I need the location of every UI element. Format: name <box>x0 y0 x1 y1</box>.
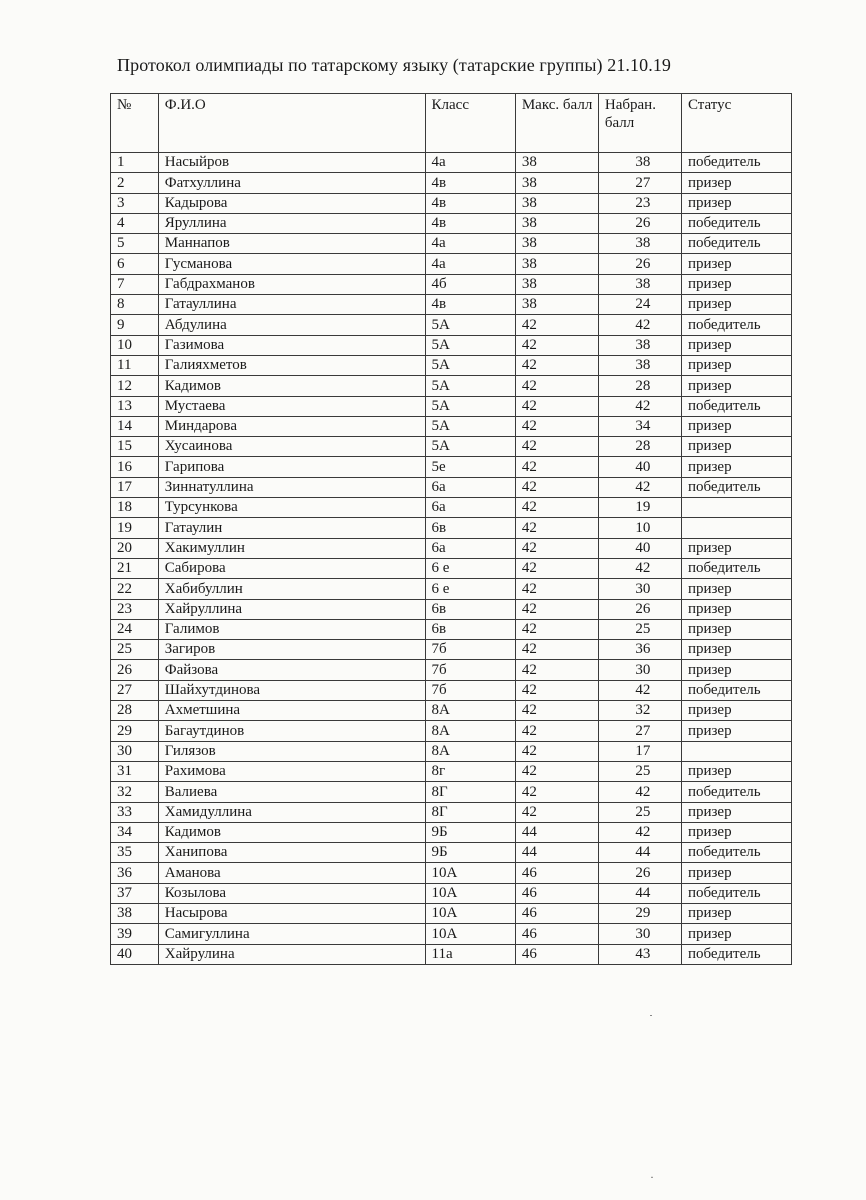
table-row <box>111 782 792 802</box>
row-full-name: Зиннатуллина <box>158 477 425 497</box>
table-row <box>111 355 792 375</box>
row-max-score: 42 <box>515 315 598 335</box>
table-row <box>111 335 792 355</box>
row-class: 9Б <box>425 822 515 842</box>
row-full-name: Ахметшина <box>158 701 425 721</box>
row-full-name: Файзова <box>158 660 425 680</box>
row-full-name: Гилязов <box>158 741 425 761</box>
row-score: 42 <box>598 822 681 842</box>
table-row <box>111 802 792 822</box>
row-full-name: Насыйров <box>158 153 425 173</box>
page-title: Протокол олимпиады по татарскому языку (татарские группы) 21.10.19 <box>117 55 672 75</box>
table-row <box>111 741 792 761</box>
row-class: 5А <box>425 437 515 457</box>
row-score: 25 <box>598 802 681 822</box>
table-row <box>111 883 792 903</box>
table-row <box>111 376 792 396</box>
row-class: 8г <box>425 761 515 781</box>
row-status: призер <box>681 761 791 781</box>
row-number: 15 <box>111 437 159 457</box>
row-score: 42 <box>598 477 681 497</box>
row-score: 30 <box>598 579 681 599</box>
row-score: 38 <box>598 234 681 254</box>
row-class: 6 е <box>425 558 515 578</box>
row-status: призер <box>681 579 791 599</box>
row-score: 30 <box>598 924 681 944</box>
row-number: 18 <box>111 498 159 518</box>
row-full-name: Фатхуллина <box>158 173 425 193</box>
table-row <box>111 538 792 558</box>
row-max-score: 46 <box>515 863 598 883</box>
table-row <box>111 295 792 315</box>
row-class: 4в <box>425 193 515 213</box>
table-row <box>111 619 792 639</box>
row-max-score: 38 <box>515 213 598 233</box>
row-max-score: 42 <box>515 782 598 802</box>
row-class: 6в <box>425 518 515 538</box>
row-full-name: Хайрулина <box>158 944 425 964</box>
header-max-score: Макс. балл <box>515 94 598 153</box>
header-full-name: Ф.И.О <box>158 94 425 153</box>
row-score: 26 <box>598 254 681 274</box>
row-status: победитель <box>681 680 791 700</box>
row-class: 8А <box>425 721 515 741</box>
row-status: победитель <box>681 944 791 964</box>
row-class: 6а <box>425 538 515 558</box>
row-max-score: 42 <box>515 761 598 781</box>
row-score: 26 <box>598 863 681 883</box>
row-status: призер <box>681 903 791 923</box>
table-row <box>111 234 792 254</box>
row-score: 28 <box>598 376 681 396</box>
row-score: 42 <box>598 558 681 578</box>
row-status: призер <box>681 619 791 639</box>
row-class: 8А <box>425 741 515 761</box>
header-status: Статус <box>681 94 791 153</box>
row-max-score: 42 <box>515 640 598 660</box>
row-number: 1 <box>111 153 159 173</box>
row-max-score: 44 <box>515 822 598 842</box>
row-class: 4а <box>425 254 515 274</box>
row-max-score: 42 <box>515 802 598 822</box>
row-full-name: Газимова <box>158 335 425 355</box>
row-full-name: Самигуллина <box>158 924 425 944</box>
row-status <box>681 498 791 518</box>
row-score: 36 <box>598 640 681 660</box>
row-max-score: 42 <box>515 579 598 599</box>
row-max-score: 46 <box>515 924 598 944</box>
table-row <box>111 640 792 660</box>
row-class: 5А <box>425 315 515 335</box>
row-score: 24 <box>598 295 681 315</box>
row-score: 42 <box>598 315 681 335</box>
row-max-score: 42 <box>515 457 598 477</box>
row-max-score: 42 <box>515 701 598 721</box>
row-status: призер <box>681 701 791 721</box>
row-full-name: Насырова <box>158 903 425 923</box>
row-max-score: 42 <box>515 741 598 761</box>
row-number: 4 <box>111 213 159 233</box>
table-row <box>111 498 792 518</box>
row-class: 9Б <box>425 843 515 863</box>
row-full-name: Кадимов <box>158 376 425 396</box>
row-full-name: Хамидуллина <box>158 802 425 822</box>
row-number: 37 <box>111 883 159 903</box>
row-number: 38 <box>111 903 159 923</box>
row-max-score: 42 <box>515 376 598 396</box>
row-score: 23 <box>598 193 681 213</box>
row-number: 32 <box>111 782 159 802</box>
row-max-score: 38 <box>515 234 598 254</box>
row-status: призер <box>681 660 791 680</box>
row-score: 17 <box>598 741 681 761</box>
table-row <box>111 396 792 416</box>
row-score: 43 <box>598 944 681 964</box>
table-row <box>111 599 792 619</box>
row-class: 7б <box>425 660 515 680</box>
row-score: 38 <box>598 355 681 375</box>
table-row <box>111 173 792 193</box>
row-status: победитель <box>681 843 791 863</box>
row-number: 8 <box>111 295 159 315</box>
row-full-name: Кадырова <box>158 193 425 213</box>
row-status: призер <box>681 173 791 193</box>
row-class: 4в <box>425 173 515 193</box>
row-score: 38 <box>598 335 681 355</box>
row-full-name: Сабирова <box>158 558 425 578</box>
row-max-score: 38 <box>515 193 598 213</box>
row-status: победитель <box>681 153 791 173</box>
results-table <box>110 93 792 965</box>
row-status: призер <box>681 802 791 822</box>
row-number: 10 <box>111 335 159 355</box>
row-number: 23 <box>111 599 159 619</box>
row-status <box>681 741 791 761</box>
row-full-name: Яруллина <box>158 213 425 233</box>
row-max-score: 42 <box>515 599 598 619</box>
row-score: 25 <box>598 761 681 781</box>
row-full-name: Аманова <box>158 863 425 883</box>
row-class: 6а <box>425 477 515 497</box>
row-status: победитель <box>681 782 791 802</box>
row-score: 32 <box>598 701 681 721</box>
row-full-name: Маннапов <box>158 234 425 254</box>
row-status: призер <box>681 538 791 558</box>
row-status: призер <box>681 416 791 436</box>
row-score: 26 <box>598 599 681 619</box>
row-status: победитель <box>681 477 791 497</box>
scan-speck <box>650 1015 652 1016</box>
row-number: 39 <box>111 924 159 944</box>
row-class: 4в <box>425 213 515 233</box>
table-body <box>111 153 792 965</box>
row-number: 22 <box>111 579 159 599</box>
row-class: 6 е <box>425 579 515 599</box>
row-status: победитель <box>681 234 791 254</box>
row-class: 7б <box>425 680 515 700</box>
row-class: 5А <box>425 376 515 396</box>
row-max-score: 46 <box>515 903 598 923</box>
table-row <box>111 822 792 842</box>
row-score: 42 <box>598 396 681 416</box>
table-row <box>111 944 792 964</box>
row-class: 6в <box>425 599 515 619</box>
table-row <box>111 903 792 923</box>
row-full-name: Хусаинова <box>158 437 425 457</box>
row-full-name: Ханипова <box>158 843 425 863</box>
table-row <box>111 437 792 457</box>
row-number: 35 <box>111 843 159 863</box>
row-max-score: 42 <box>515 477 598 497</box>
row-max-score: 38 <box>515 173 598 193</box>
table-row <box>111 274 792 294</box>
row-class: 4в <box>425 295 515 315</box>
table-row <box>111 863 792 883</box>
row-status: победитель <box>681 396 791 416</box>
row-full-name: Галимов <box>158 619 425 639</box>
table-row <box>111 721 792 741</box>
row-score: 38 <box>598 274 681 294</box>
row-number: 36 <box>111 863 159 883</box>
row-status: призер <box>681 193 791 213</box>
row-score: 34 <box>598 416 681 436</box>
table-row <box>111 579 792 599</box>
row-status: призер <box>681 822 791 842</box>
row-full-name: Турсункова <box>158 498 425 518</box>
row-number: 17 <box>111 477 159 497</box>
row-full-name: Гарипова <box>158 457 425 477</box>
header-number: № <box>111 94 159 153</box>
row-class: 5А <box>425 335 515 355</box>
table-row <box>111 153 792 173</box>
row-score: 40 <box>598 538 681 558</box>
row-number: 2 <box>111 173 159 193</box>
row-max-score: 38 <box>515 153 598 173</box>
row-status: победитель <box>681 315 791 335</box>
row-class: 10А <box>425 903 515 923</box>
table-row <box>111 558 792 578</box>
row-number: 33 <box>111 802 159 822</box>
row-score: 27 <box>598 173 681 193</box>
row-status: победитель <box>681 213 791 233</box>
row-number: 34 <box>111 822 159 842</box>
row-class: 7б <box>425 640 515 660</box>
row-max-score: 42 <box>515 498 598 518</box>
row-status: призер <box>681 437 791 457</box>
row-status: призер <box>681 335 791 355</box>
table-row <box>111 193 792 213</box>
table-row <box>111 701 792 721</box>
row-full-name: Загиров <box>158 640 425 660</box>
row-status: призер <box>681 376 791 396</box>
row-score: 42 <box>598 782 681 802</box>
row-status: призер <box>681 295 791 315</box>
row-number: 7 <box>111 274 159 294</box>
row-number: 31 <box>111 761 159 781</box>
header-class: Класс <box>425 94 515 153</box>
row-full-name: Миндарова <box>158 416 425 436</box>
table-header-row <box>111 94 792 153</box>
row-score: 25 <box>598 619 681 639</box>
row-class: 8Г <box>425 802 515 822</box>
row-max-score: 42 <box>515 660 598 680</box>
row-score: 42 <box>598 680 681 700</box>
table-row <box>111 680 792 700</box>
table-row <box>111 416 792 436</box>
row-score: 44 <box>598 883 681 903</box>
row-status: призер <box>681 640 791 660</box>
row-score: 26 <box>598 213 681 233</box>
row-number: 24 <box>111 619 159 639</box>
row-number: 26 <box>111 660 159 680</box>
row-number: 29 <box>111 721 159 741</box>
row-max-score: 42 <box>515 518 598 538</box>
row-number: 6 <box>111 254 159 274</box>
row-status: призер <box>681 355 791 375</box>
row-status: призер <box>681 457 791 477</box>
header-score: Набран. балл <box>598 94 681 153</box>
row-class: 6в <box>425 619 515 639</box>
row-max-score: 38 <box>515 274 598 294</box>
row-status: победитель <box>681 883 791 903</box>
row-max-score: 38 <box>515 295 598 315</box>
row-max-score: 42 <box>515 538 598 558</box>
table-row <box>111 518 792 538</box>
scan-mark: · <box>650 1170 654 1184</box>
row-number: 11 <box>111 355 159 375</box>
row-score: 29 <box>598 903 681 923</box>
row-number: 28 <box>111 701 159 721</box>
row-class: 11а <box>425 944 515 964</box>
row-max-score: 42 <box>515 437 598 457</box>
row-number: 21 <box>111 558 159 578</box>
row-class: 10А <box>425 883 515 903</box>
row-full-name: Кадимов <box>158 822 425 842</box>
table-row <box>111 843 792 863</box>
row-class: 8А <box>425 701 515 721</box>
row-full-name: Хакимуллин <box>158 538 425 558</box>
row-status: призер <box>681 599 791 619</box>
row-score: 10 <box>598 518 681 538</box>
row-number: 12 <box>111 376 159 396</box>
table-row <box>111 477 792 497</box>
row-full-name: Абдулина <box>158 315 425 335</box>
row-number: 5 <box>111 234 159 254</box>
row-number: 9 <box>111 315 159 335</box>
row-number: 13 <box>111 396 159 416</box>
row-status: призер <box>681 924 791 944</box>
table-row <box>111 660 792 680</box>
row-max-score: 42 <box>515 680 598 700</box>
row-number: 25 <box>111 640 159 660</box>
row-class: 4а <box>425 234 515 254</box>
row-max-score: 42 <box>515 721 598 741</box>
row-class: 10А <box>425 863 515 883</box>
table-row <box>111 315 792 335</box>
row-status: призер <box>681 863 791 883</box>
row-class: 5А <box>425 355 515 375</box>
row-status: призер <box>681 721 791 741</box>
row-full-name: Рахимова <box>158 761 425 781</box>
row-max-score: 44 <box>515 843 598 863</box>
table-row <box>111 924 792 944</box>
row-class: 4б <box>425 274 515 294</box>
row-class: 5А <box>425 396 515 416</box>
row-score: 28 <box>598 437 681 457</box>
row-class: 8Г <box>425 782 515 802</box>
row-class: 5А <box>425 416 515 436</box>
row-full-name: Галияхметов <box>158 355 425 375</box>
row-status: призер <box>681 274 791 294</box>
row-status: победитель <box>681 558 791 578</box>
row-number: 14 <box>111 416 159 436</box>
row-class: 6а <box>425 498 515 518</box>
row-score: 38 <box>598 153 681 173</box>
row-full-name: Гатауллина <box>158 295 425 315</box>
row-max-score: 38 <box>515 254 598 274</box>
row-full-name: Шайхутдинова <box>158 680 425 700</box>
row-full-name: Хабибуллин <box>158 579 425 599</box>
row-number: 27 <box>111 680 159 700</box>
row-number: 30 <box>111 741 159 761</box>
row-full-name: Гатаулин <box>158 518 425 538</box>
row-max-score: 46 <box>515 883 598 903</box>
row-score: 19 <box>598 498 681 518</box>
row-max-score: 42 <box>515 355 598 375</box>
row-full-name: Мустаева <box>158 396 425 416</box>
row-max-score: 42 <box>515 619 598 639</box>
row-number: 3 <box>111 193 159 213</box>
row-status: призер <box>681 254 791 274</box>
row-score: 40 <box>598 457 681 477</box>
row-full-name: Багаутдинов <box>158 721 425 741</box>
row-score: 27 <box>598 721 681 741</box>
row-class: 4а <box>425 153 515 173</box>
row-max-score: 42 <box>515 558 598 578</box>
row-score: 44 <box>598 843 681 863</box>
row-class: 5е <box>425 457 515 477</box>
row-full-name: Габдрахманов <box>158 274 425 294</box>
row-max-score: 42 <box>515 396 598 416</box>
table-row <box>111 457 792 477</box>
row-status <box>681 518 791 538</box>
row-score: 30 <box>598 660 681 680</box>
row-max-score: 46 <box>515 944 598 964</box>
row-number: 19 <box>111 518 159 538</box>
row-full-name: Гусманова <box>158 254 425 274</box>
row-full-name: Валиева <box>158 782 425 802</box>
row-number: 20 <box>111 538 159 558</box>
row-number: 40 <box>111 944 159 964</box>
row-number: 16 <box>111 457 159 477</box>
row-full-name: Хайруллина <box>158 599 425 619</box>
row-full-name: Козылова <box>158 883 425 903</box>
table-row <box>111 254 792 274</box>
table-row <box>111 761 792 781</box>
table-row <box>111 213 792 233</box>
row-max-score: 42 <box>515 335 598 355</box>
row-max-score: 42 <box>515 416 598 436</box>
row-class: 10А <box>425 924 515 944</box>
